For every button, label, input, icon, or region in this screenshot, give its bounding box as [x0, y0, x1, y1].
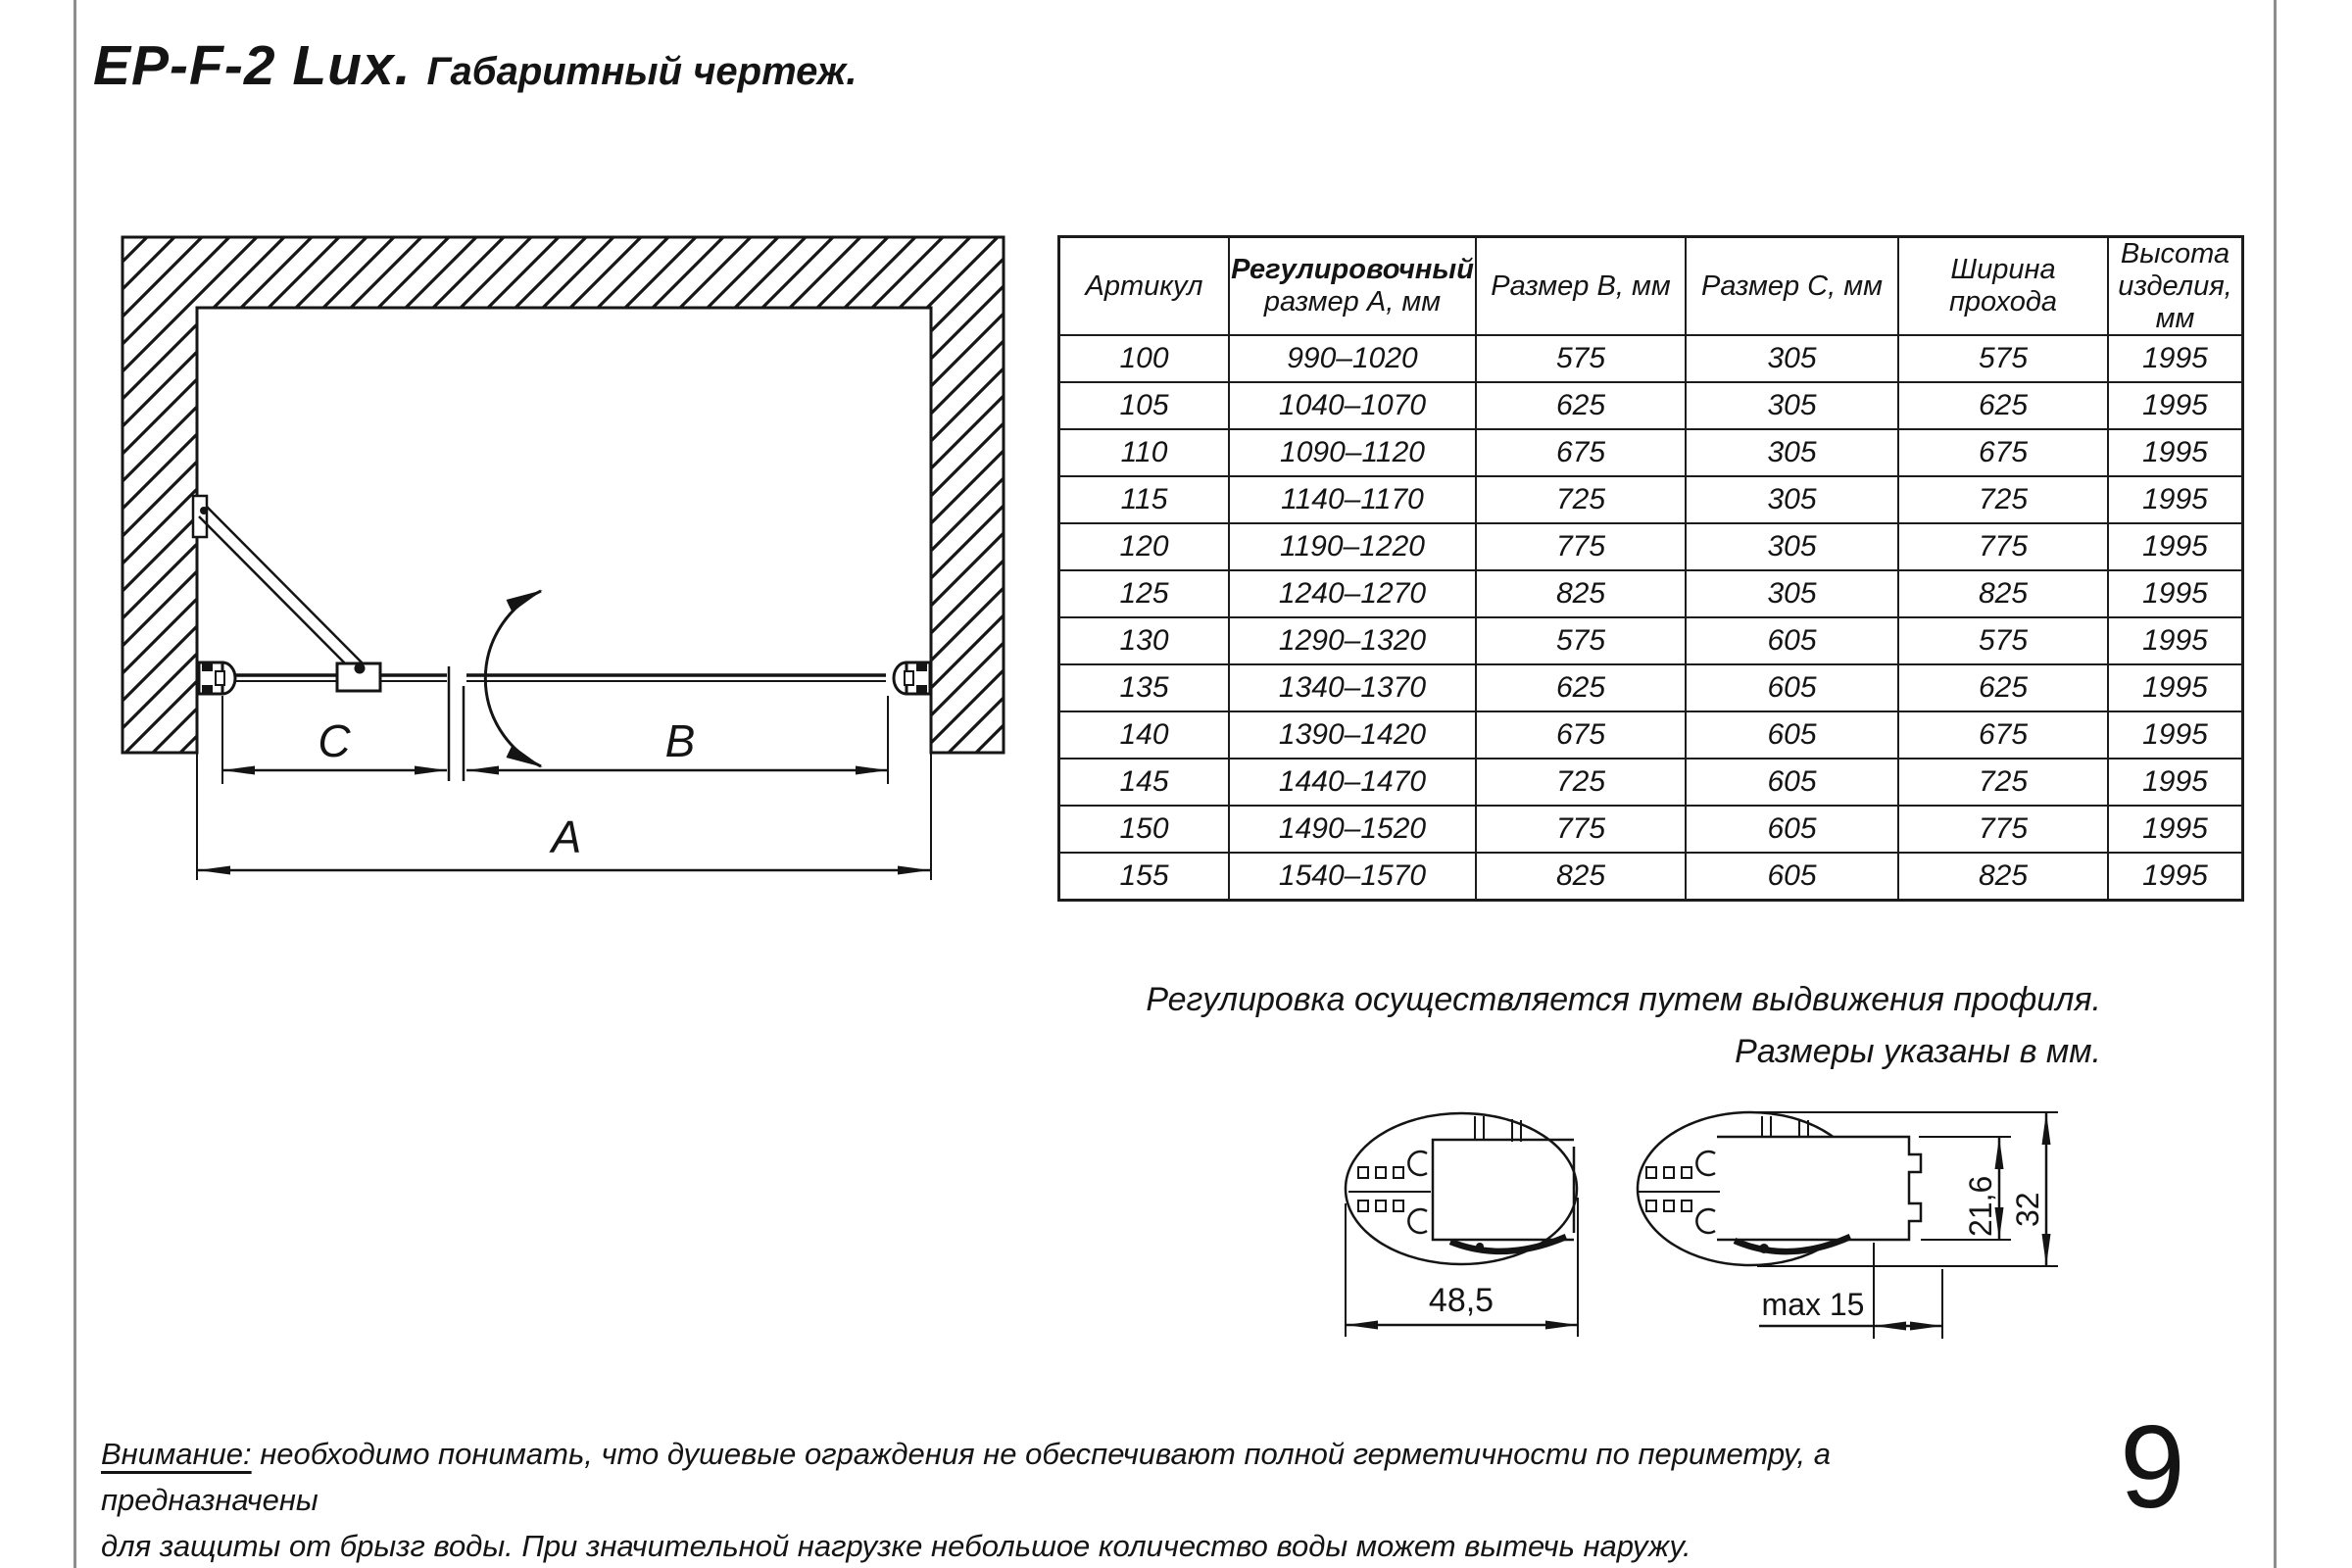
page-number: 9: [2120, 1401, 2185, 1533]
column-header-passage-width: Ширина прохода: [1899, 238, 2109, 336]
table-row: 105 1040–1070 625 305 625 1995: [1060, 383, 2241, 430]
door-swing-arc: [485, 591, 541, 766]
column-header-size-b: Размер В, мм: [1477, 238, 1687, 336]
table-row: 145 1440–1470 725 605 725 1995: [1060, 760, 2241, 807]
glass-panel-fixed: [223, 675, 447, 681]
note-line-1: Регулировка осуществляется путем выдвижения профиля.: [1146, 981, 2101, 1018]
table-row: 155 1540–1570 825 605 825 1995: [1060, 854, 2241, 899]
warning-line-1: необходимо понимать, что душевые ограждения не обеспечивают полной герметичности по периметру, а предназначены: [101, 1437, 1831, 1517]
profile-section-extended: [1638, 1112, 1921, 1265]
warning-line-2: для защиты от брызг воды. При значительной нагрузке небольшое количество воды может вытечь наружу.: [101, 1529, 1691, 1563]
column-header-articul: Артикул: [1060, 238, 1230, 336]
dimension-c: [222, 696, 447, 784]
table-header-row: [1060, 238, 2241, 336]
dimension-a: [198, 811, 930, 870]
table-row: 135 1340–1370 625 605 625 1995: [1060, 665, 2241, 712]
wall-profile-left: [199, 662, 235, 694]
column-header-size-c: Размер С, мм: [1687, 238, 1899, 336]
support-bar-hinge: [355, 663, 366, 674]
dim-a-label: A: [551, 811, 582, 862]
title-subtitle: Габаритный чертеж.: [426, 50, 858, 93]
table-row: 140 1390–1420 675 605 675 1995: [1060, 712, 2241, 760]
gap-extension-lines: [449, 666, 464, 781]
table-row: 130 1290–1320 575 605 575 1995: [1060, 618, 2241, 665]
profile-width-label: 48,5: [1428, 1282, 1494, 1319]
support-bar: [199, 507, 365, 675]
size-table: [1057, 235, 2244, 902]
table-row: 115 1140–1170 725 305 725 1995: [1060, 477, 2241, 524]
wall-profile-right: [894, 662, 930, 694]
model-name: EP-F-2 Lux.: [93, 34, 412, 97]
dim-b-label: B: [664, 715, 696, 766]
profile-max-label: max 15: [1761, 1287, 1865, 1322]
profile-inner-height-label: 21,6: [1963, 1175, 1998, 1237]
dimension-b: [466, 696, 888, 784]
table-row: 110 1090–1120 675 305 675 1995: [1060, 430, 2241, 477]
warning-text: [101, 1431, 1963, 1568]
column-header-product-height: Высота изделия, мм: [2109, 238, 2241, 336]
column-header-size-a: Регулировочный размер А, мм: [1230, 238, 1477, 336]
warning-label: Внимание:: [101, 1437, 252, 1471]
table-row: 125 1240–1270 825 305 825 1995: [1060, 571, 2241, 618]
profile-section-closed: [1346, 1113, 1577, 1264]
table-row: 120 1190–1220 775 305 775 1995: [1060, 524, 2241, 571]
note-line-2: Размеры указаны в мм.: [1735, 1033, 2101, 1070]
glass-panel-door: [466, 675, 886, 681]
table-row: 150 1490–1520 775 605 775 1995: [1060, 807, 2241, 854]
table-row: 100 990–1020 575 305 575 1995: [1060, 336, 2241, 383]
dimension-21-6: [1919, 1137, 2011, 1240]
adjustment-note: [1146, 974, 2101, 1078]
dim-c-label: C: [318, 715, 351, 766]
profile-outer-height-label: 32: [2010, 1192, 2045, 1227]
